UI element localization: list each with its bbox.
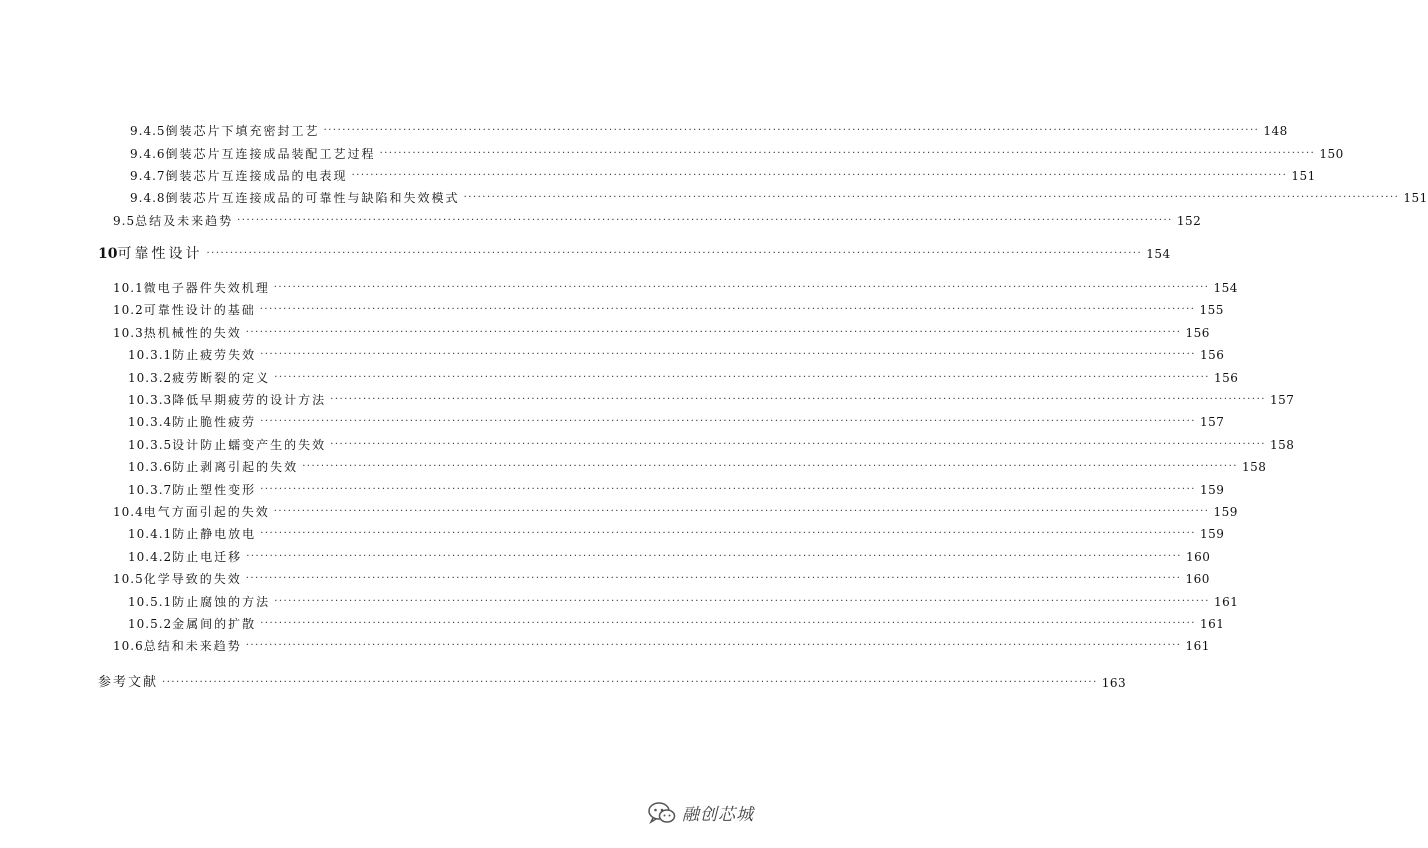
dot-leader: ········································································································································································································ <box>323 125 1260 136</box>
dot-leader: ········································································································································································································ <box>246 551 1182 562</box>
dot-leader: ········································································································································································································ <box>273 506 1210 517</box>
toc-entry-title: 总结和未来趋势 <box>143 639 242 653</box>
toc-entry-title: 金属间的扩散 <box>172 617 257 631</box>
toc-entry-title: 防止脆性疲劳 <box>172 415 257 429</box>
toc-entry-page: 160 <box>1185 572 1210 586</box>
toc-entry-number: 10.1 <box>113 281 144 295</box>
toc-entry-title: 防止剥离引起的失效 <box>172 460 299 474</box>
toc-chapter-title: 可靠性设计 <box>117 246 203 262</box>
toc-entry-page: 150 <box>1319 147 1344 161</box>
toc-entry-number: 10.3.4 <box>128 415 173 429</box>
toc-entry-title: 防止电迁移 <box>172 550 243 564</box>
toc-entry-title: 倒装芯片下填充密封工艺 <box>165 124 320 138</box>
toc-entry-title: 微电子器件失效机理 <box>143 281 270 295</box>
toc-entry-page: 155 <box>1199 303 1224 317</box>
toc-entry-page: 156 <box>1213 371 1239 385</box>
toc-entry-number: 10.3.2 <box>128 371 173 385</box>
toc-entry-page: 161 <box>1185 639 1210 653</box>
toc-entry-page: 156 <box>1185 326 1210 340</box>
toc-entry-title: 防止塑性变形 <box>172 483 257 497</box>
toc-entry-title: 倒装芯片互连接成品的可靠性与缺陷和失效模式 <box>165 191 460 205</box>
toc-entry <box>113 571 1210 587</box>
dot-leader: ········································································································································································································ <box>245 640 1182 651</box>
toc-entry-page: 154 <box>1213 281 1238 295</box>
toc-entry-number: 10.5.2 <box>128 617 173 631</box>
toc-entry-page: 151 <box>1291 169 1316 183</box>
toc-entry-page: 159 <box>1199 527 1225 541</box>
toc-entry-page: 156 <box>1199 348 1225 362</box>
toc-entry-number: 9.4.5 <box>130 124 166 138</box>
dot-leader: ········································································································································································································ <box>245 573 1182 584</box>
toc-entry-page: 151 <box>1403 191 1428 205</box>
toc-entry-number: 9.4.8 <box>130 191 166 205</box>
toc-entry-number: 10.3.7 <box>128 483 173 497</box>
dot-leader: ········································································································································································································ <box>237 215 1173 226</box>
toc-entry-page: 163 <box>1101 676 1127 690</box>
dot-leader: ········································································································································································································ <box>302 461 1238 472</box>
toc-entry-number: 10.4.2 <box>128 550 173 564</box>
toc-entry <box>128 526 1225 542</box>
toc-entry-number: 9.5 <box>113 214 136 228</box>
toc-entry-number: 10.3.1 <box>128 348 173 362</box>
toc-entry <box>130 190 1428 206</box>
toc-entry <box>128 370 1239 386</box>
toc-entry-number: 10.6 <box>113 639 144 653</box>
dot-leader: ········································································································································································································ <box>379 148 1316 159</box>
toc-entry <box>130 146 1344 162</box>
toc-references-entry <box>98 675 1127 691</box>
toc-entry <box>128 482 1225 498</box>
toc-entry-page: 157 <box>1199 415 1225 429</box>
dot-leader: ········································································································································································································ <box>260 416 1196 427</box>
toc-entry <box>128 459 1267 475</box>
toc-entry-number: 10.4 <box>113 505 144 519</box>
toc-entry <box>113 280 1238 296</box>
watermark-text: 融创芯城 <box>682 805 754 825</box>
toc-entry-page: 161 <box>1213 595 1239 609</box>
dot-leader: ········································································································································································································ <box>260 484 1196 495</box>
toc-entry <box>128 437 1295 453</box>
dot-leader: ········································································································································································································ <box>274 596 1210 607</box>
wechat-icon <box>648 802 676 824</box>
toc-entry-page: 154 <box>1146 247 1171 261</box>
toc-entry-number: 10.4.1 <box>128 527 173 541</box>
dot-leader: ········································································································································································································ <box>273 282 1210 293</box>
toc-entry <box>113 504 1238 520</box>
toc-entry-title: 参考文献 <box>98 675 159 690</box>
toc-entry-number: 10.3.6 <box>128 460 173 474</box>
toc-entry-title: 电气方面引起的失效 <box>143 505 270 519</box>
toc-entry-number: 10.2 <box>113 303 144 317</box>
toc-entry-page: 159 <box>1213 505 1238 519</box>
toc-entry <box>128 347 1225 363</box>
dot-leader: ········································································································································································································ <box>330 439 1266 450</box>
toc-entry-title: 防止静电放电 <box>172 527 257 541</box>
toc-entry <box>128 414 1225 430</box>
dot-leader: ········································································································································································································ <box>162 677 1098 688</box>
toc-entry-title: 热机械性的失效 <box>143 326 242 340</box>
toc-entry-page: 159 <box>1199 483 1225 497</box>
toc-entry-title: 防止腐蚀的方法 <box>172 595 271 609</box>
toc-entry-number: 10.5.1 <box>128 595 173 609</box>
dot-leader: ········································································································································································································ <box>274 372 1210 383</box>
toc-entry <box>113 302 1224 318</box>
toc-entry-number: 10.3.5 <box>128 438 173 452</box>
toc-entry <box>113 638 1210 654</box>
toc-entry-title: 防止疲劳失效 <box>172 348 257 362</box>
toc-entry-page: 161 <box>1199 617 1225 631</box>
toc-entry-title: 化学导致的失效 <box>143 572 242 586</box>
toc-entry-page: 148 <box>1263 124 1288 138</box>
toc-entry-page: 158 <box>1269 438 1295 452</box>
toc-entry-page: 160 <box>1185 550 1211 564</box>
toc-entry <box>130 123 1288 139</box>
toc-entry <box>128 392 1295 408</box>
toc-entry-title: 设计防止蠕变产生的失效 <box>172 438 327 452</box>
toc-entry <box>113 325 1210 341</box>
dot-leader: ········································································································································································································ <box>351 170 1288 181</box>
toc-entry-title: 降低早期疲劳的设计方法 <box>172 393 327 407</box>
toc-entry-number: 9.4.6 <box>130 147 166 161</box>
toc-entry-page: 158 <box>1241 460 1267 474</box>
toc-entry <box>128 616 1225 632</box>
toc-entry-title: 疲劳断裂的定义 <box>172 371 271 385</box>
toc-entry-page: 157 <box>1269 393 1295 407</box>
dot-leader: ········································································································································································································ <box>260 618 1196 629</box>
toc-chapter-entry <box>98 246 1171 262</box>
dot-leader: ········································································································································································································ <box>330 394 1266 405</box>
toc-entry <box>128 594 1239 610</box>
toc-entry-title: 倒装芯片互连接成品装配工艺过程 <box>165 147 376 161</box>
toc-entry-number: 10.3 <box>113 326 144 340</box>
toc-entry <box>113 213 1202 229</box>
toc-entry-title: 可靠性设计的基础 <box>143 303 256 317</box>
toc-entry-page: 152 <box>1176 214 1202 228</box>
toc-entry-title: 倒装芯片互连接成品的电表现 <box>165 169 348 183</box>
dot-leader: ········································································································································································································ <box>206 248 1143 259</box>
toc-entry <box>128 549 1211 565</box>
toc-chapter-number: 10 <box>98 246 118 262</box>
dot-leader: ········································································································································································································ <box>260 349 1196 360</box>
toc-entry-number: 10.5 <box>113 572 144 586</box>
toc-entry <box>130 168 1316 184</box>
dot-leader: ········································································································································································································ <box>245 327 1182 338</box>
dot-leader: ········································································································································································································ <box>260 528 1196 539</box>
toc-entry-number: 9.4.7 <box>130 169 166 183</box>
dot-leader: ········································································································································································································ <box>463 192 1400 203</box>
watermark <box>648 800 754 825</box>
toc-entry-title: 总结及未来趋势 <box>135 214 234 228</box>
toc-entry-number: 10.3.3 <box>128 393 173 407</box>
dot-leader: ········································································································································································································ <box>259 304 1196 315</box>
